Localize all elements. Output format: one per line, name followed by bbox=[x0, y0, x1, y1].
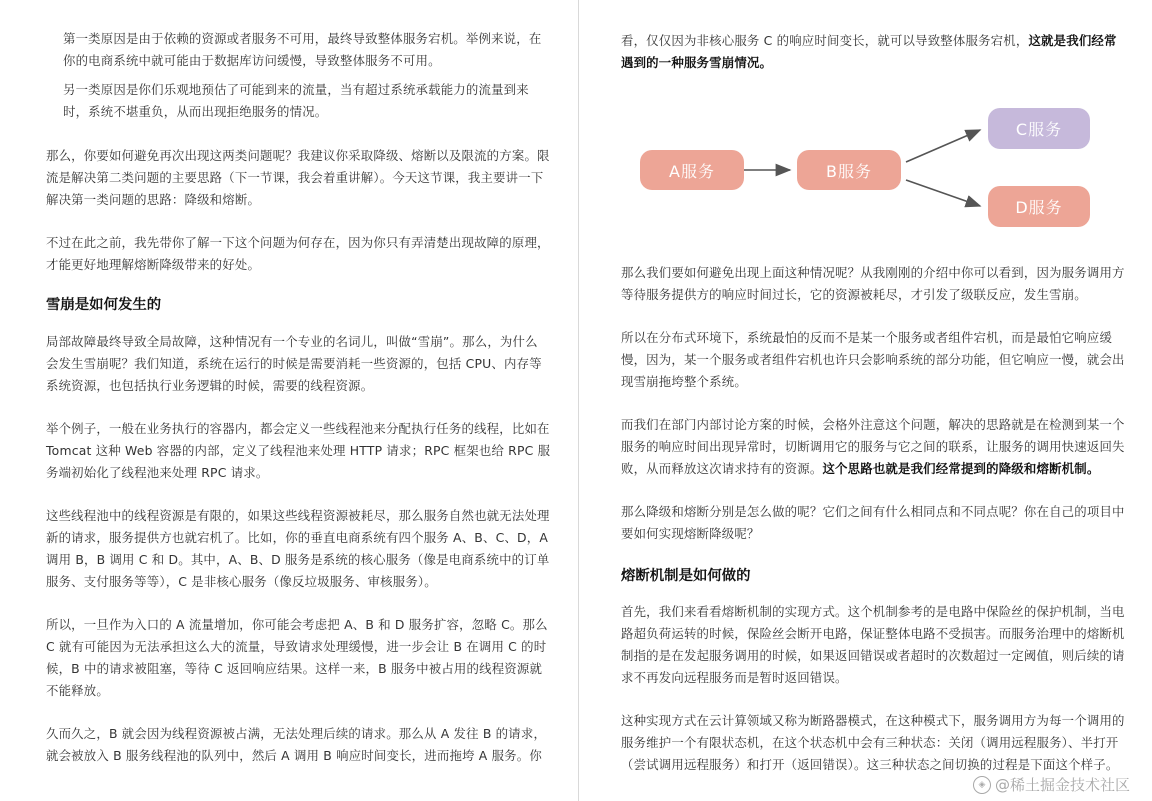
para7-line2: 就会被放入 B 服务线程池的队列中，然后 A 调用 B 响应时间变长，进而拖垮 A 服务。你 bbox=[46, 748, 542, 763]
node-b-service: B服务 bbox=[797, 150, 901, 190]
watermark-text: @稀土掘金技术社区 bbox=[994, 776, 1130, 794]
r-para4-line2: 服务的响应时间出现异常时，切断调用它的服务与它之间的联系，让服务的调用快速返回失 bbox=[621, 439, 1125, 454]
r-para4-line3 bbox=[621, 458, 1099, 480]
r-para1-line1-bold: 这就是我们经常 bbox=[1028, 33, 1117, 48]
para5-line4: 服务、支付服务等等），C 是非核心服务（像反垃圾服务、审核服务）。 bbox=[46, 574, 437, 589]
arrow-b-to-c bbox=[906, 130, 980, 162]
para4-line2: Tomcat 这种 Web 容器的内部，定义了线程池来处理 HTTP 请求；RPC 框架也给 RPC 服 bbox=[46, 443, 551, 458]
r-para4-line3-plain: 败，从而释放这次请求持有的资源。 bbox=[621, 461, 823, 476]
r-para6-line1: 首先，我们来看看熔断机制的实现方式。这个机制参考的是电路中保险丝的保护机制，当电 bbox=[621, 604, 1125, 619]
quote2-line1: 另一类原因是你们乐观地预估了可能到来的流量，当有超过系统承载能力的流量到来 bbox=[63, 82, 529, 97]
r-para6-line2: 路超负荷运转的时候，保险丝会断开电路，保证整体电路不受损害。而服务治理中的熔断机 bbox=[621, 626, 1125, 641]
quote1-line2: 你的电商系统中就可能由于数据库访问缓慢，导致整体服务不可用。 bbox=[63, 53, 441, 68]
r-para2-line1: 那么我们要如何避免出现上面这种情况呢？从我刚刚的介绍中你可以看到，因为服务调用方 bbox=[621, 265, 1125, 280]
arrow-b-to-d bbox=[906, 180, 980, 206]
node-c-service: C服务 bbox=[988, 108, 1090, 149]
r-para2-line2: 等待服务提供方的响应时间过长，它的资源被耗尽，才引发了级联反应，发生雪崩。 bbox=[621, 287, 1087, 302]
para1-line2: 流是解决第二类问题的主要思路（下一节课，我会着重讲解）。今天这节课，我主要讲一下 bbox=[46, 170, 544, 185]
quote2-line2: 时，系统不堪重负，从而出现拒绝服务的情况。 bbox=[63, 104, 328, 119]
right-page bbox=[579, 0, 1152, 801]
r-para5-line1: 那么降级和熔断分别是怎么做的呢？它们之间有什么相同点和不同点呢？你在自己的项目中 bbox=[621, 504, 1125, 519]
para2-line1: 不过在此之前，我先带你了解一下这个问题为何存在，因为你只有弄清楚出现故障的原理， bbox=[46, 235, 550, 250]
para5-line1: 这些线程池中的线程资源是有限的，如果这些线程资源被耗尽，那么服务自然也就无法处理 bbox=[46, 508, 550, 523]
r-para7-line1: 这种实现方式在云计算领域又称为断路器模式，在这种模式下，服务调用方为每一个调用的 bbox=[621, 713, 1125, 728]
r-para4-line1: 而我们在部门内部讨论方案的时候，会格外注意这个问题，解决的思路就是在检测到某一个 bbox=[621, 417, 1125, 432]
quote1-line1: 第一类原因是由于依赖的资源或者服务不可用，最终导致整体服务宕机。举例来说，在 bbox=[63, 31, 542, 46]
para6-line3: 候，B 中的请求被阻塞，等待 C 返回响应结果。这样一来，B 服务中被占用的线程资源就 bbox=[46, 661, 543, 676]
para3-line1: 局部故障最终导致全局故障，这种情况有一个专业的名词儿，叫做“雪崩”。那么，为什么 bbox=[46, 334, 538, 349]
para6-line4: 不能释放。 bbox=[46, 683, 109, 698]
para3-line3: 系统资源，也包括执行业务逻辑的时候，需要的线程资源。 bbox=[46, 378, 374, 393]
node-a-service: A服务 bbox=[640, 150, 744, 190]
para5-line2: 新的请求，服务提供方也就宕机了。比如，你的垂直电商系统有四个服务 A、B、C、D，A bbox=[46, 530, 549, 545]
para5-line3: 调用 B，B 调用 C 和 D。其中，A、B、D 服务是系统的核心服务（像是电商系统中的订单 bbox=[46, 552, 550, 567]
para3-line2: 会发生雪崩呢？我们知道，系统在运行的时候是需要消耗一些资源的，包括 CPU、内存等 bbox=[46, 356, 542, 371]
juejin-logo-icon: ◈ bbox=[973, 776, 991, 794]
r-para3-line1: 所以在分布式环境下，系统最怕的反而不是某一个服务或者组件宕机，而是最怕它响应缓 bbox=[621, 330, 1113, 345]
r-para6-line3: 制指的是在发起服务调用的时候，如果返回错误或者超时的次数超过一定阈值，则后续的请 bbox=[621, 648, 1125, 663]
r-para1-line2-bold: 遇到的一种服务雪崩情况。 bbox=[621, 55, 773, 70]
r-para4-line3-bold: 这个思路也就是我们经常提到的降级和熔断机制。 bbox=[822, 461, 1100, 476]
r-para1-line1-plain: 看，仅仅因为非核心服务 C 的响应时间变长，就可以导致整体服务宕机， bbox=[621, 33, 1029, 48]
para4-line1: 举个例子，一般在业务执行的容器内，都会定义一些线程池来分配执行任务的线程，比如在 bbox=[46, 421, 550, 436]
r-para6-line4: 求不再发向远程服务而是暂时返回错误。 bbox=[621, 670, 848, 685]
para6-line2: C 就有可能因为无法承担这么大的流量，导致请求处理缓慢，进一步会让 B 在调用 C 的时 bbox=[46, 639, 547, 654]
r-para7-line3: （尝试调用远程服务）和打开（返回错误）。这三种状态之间切换的过程是下面这个样子。 bbox=[621, 757, 1119, 772]
r-para3-line2: 慢，因为，某一个服务或者组件宕机也许只会影响系统的部分功能，但它响应一慢，就会出 bbox=[621, 352, 1125, 367]
r-para7-line2: 服务维护一个有限状态机，在这个状态机中会有三种状态：关闭（调用远程服务）、半打开 bbox=[621, 735, 1119, 750]
heading-circuit-breaker: 熔断机制是如何做的 bbox=[621, 568, 751, 584]
para4-line3: 务端初始化了线程池来处理 RPC 请求。 bbox=[46, 465, 269, 480]
node-d-service: D服务 bbox=[988, 186, 1090, 227]
r-para3-line3: 现雪崩拖垮整个系统。 bbox=[621, 374, 747, 389]
r-para5-line2: 要如何实现熔断降级呢？ bbox=[621, 526, 760, 541]
para1-line3: 解决第一类问题的思路：降级和熔断。 bbox=[46, 192, 261, 207]
para7-line1: 久而久之，B 就会因为线程资源被占满，无法处理后续的请求。那么从 A 发往 B 的请求， bbox=[46, 726, 547, 741]
para1-line1: 那么，你要如何避免再次出现这两类问题呢？我建议你采取降级、熔断以及限流的方案。限 bbox=[46, 148, 550, 163]
watermark bbox=[973, 774, 1130, 795]
heading-avalanche: 雪崩是如何发生的 bbox=[46, 297, 162, 313]
para6-line1: 所以，一旦作为入口的 A 流量增加，你可能会考虑把 A、B 和 D 服务扩容，忽略 C。那么 bbox=[46, 617, 548, 632]
para2-line2: 才能更好地理解熔断降级带来的好处。 bbox=[46, 257, 261, 272]
